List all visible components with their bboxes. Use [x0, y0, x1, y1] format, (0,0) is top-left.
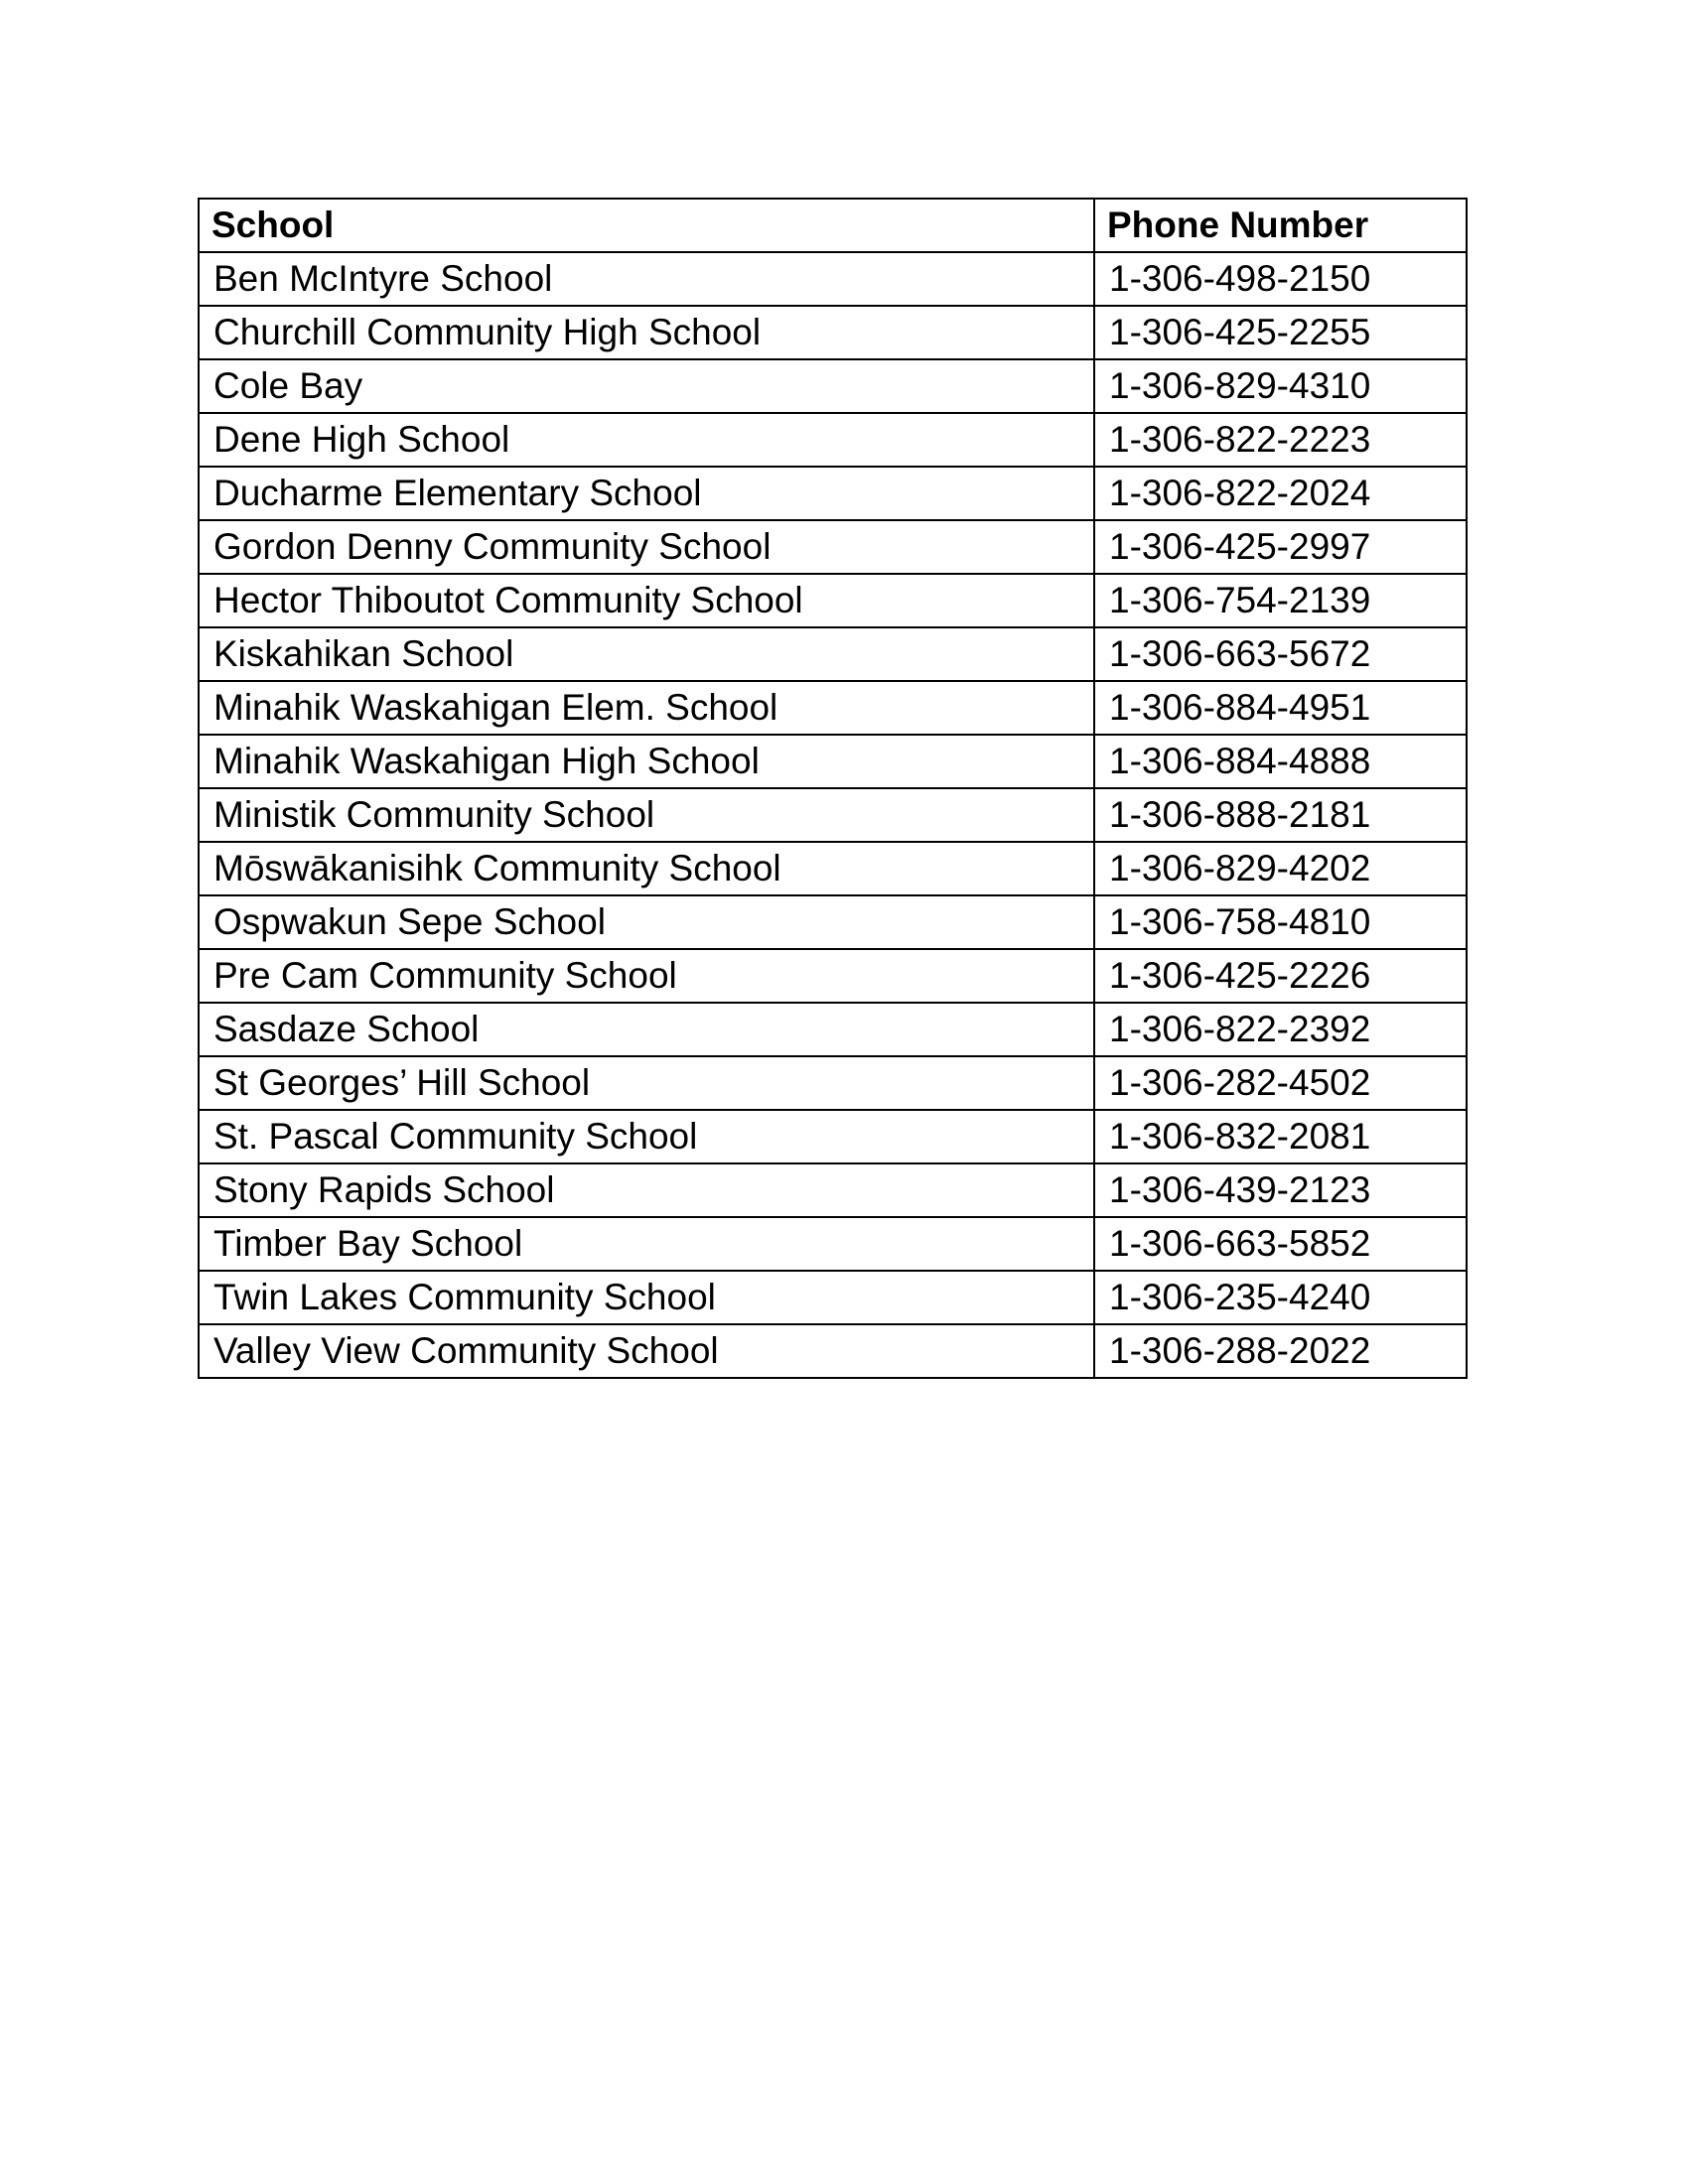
phone-number-cell: 1-306-754-2139 — [1094, 574, 1467, 627]
phone-number-cell: 1-306-822-2223 — [1094, 413, 1467, 467]
phone-number-cell: 1-306-884-4888 — [1094, 735, 1467, 788]
table-row — [199, 359, 1467, 413]
school-name-cell: Ben McIntyre School — [199, 252, 1094, 306]
table-row — [199, 1271, 1467, 1324]
school-name-cell: Pre Cam Community School — [199, 949, 1094, 1003]
phone-number-cell: 1-306-282-4502 — [1094, 1056, 1467, 1110]
table-row — [199, 1003, 1467, 1056]
phone-number-cell: 1-306-288-2022 — [1094, 1324, 1467, 1378]
phone-number-cell: 1-306-829-4310 — [1094, 359, 1467, 413]
school-name-cell: Ministik Community School — [199, 788, 1094, 842]
phone-number-cell: 1-306-832-2081 — [1094, 1110, 1467, 1163]
phone-number-cell: 1-306-822-2024 — [1094, 467, 1467, 520]
school-name-cell: Minahik Waskahigan Elem. School — [199, 681, 1094, 735]
phone-column-header: Phone Number — [1094, 199, 1467, 252]
school-name-cell: Stony Rapids School — [199, 1163, 1094, 1217]
school-name-cell: Timber Bay School — [199, 1217, 1094, 1271]
school-name-cell: Minahik Waskahigan High School — [199, 735, 1094, 788]
phone-number-cell: 1-306-425-2255 — [1094, 306, 1467, 359]
table-row — [199, 681, 1467, 735]
table-row — [199, 1163, 1467, 1217]
school-name-cell: Twin Lakes Community School — [199, 1271, 1094, 1324]
phone-number-cell: 1-306-829-4202 — [1094, 842, 1467, 895]
table-row — [199, 1056, 1467, 1110]
school-name-cell: St. Pascal Community School — [199, 1110, 1094, 1163]
school-name-cell: Sasdaze School — [199, 1003, 1094, 1056]
school-name-cell: Cole Bay — [199, 359, 1094, 413]
phone-number-cell: 1-306-758-4810 — [1094, 895, 1467, 949]
table-row — [199, 1110, 1467, 1163]
table-row — [199, 1324, 1467, 1378]
phone-number-cell: 1-306-888-2181 — [1094, 788, 1467, 842]
school-column-header: School — [199, 199, 1094, 252]
school-name-cell: Gordon Denny Community School — [199, 520, 1094, 574]
table-row — [199, 1217, 1467, 1271]
phone-number-cell: 1-306-884-4951 — [1094, 681, 1467, 735]
table-header — [199, 199, 1467, 252]
table-row — [199, 306, 1467, 359]
table-row — [199, 895, 1467, 949]
table-row — [199, 627, 1467, 681]
table-row — [199, 467, 1467, 520]
table-row — [199, 788, 1467, 842]
table-row — [199, 735, 1467, 788]
phone-number-cell: 1-306-822-2392 — [1094, 1003, 1467, 1056]
table-row — [199, 413, 1467, 467]
school-name-cell: Ducharme Elementary School — [199, 467, 1094, 520]
table-row — [199, 574, 1467, 627]
school-name-cell: Valley View Community School — [199, 1324, 1094, 1378]
table-row — [199, 842, 1467, 895]
phone-number-cell: 1-306-425-2997 — [1094, 520, 1467, 574]
school-name-cell: Kiskahikan School — [199, 627, 1094, 681]
school-name-cell: Ospwakun Sepe School — [199, 895, 1094, 949]
school-name-cell: St Georges’ Hill School — [199, 1056, 1094, 1110]
school-phone-table — [198, 198, 1468, 1379]
header-row — [199, 199, 1467, 252]
phone-number-cell: 1-306-663-5852 — [1094, 1217, 1467, 1271]
table-row — [199, 949, 1467, 1003]
table-row — [199, 252, 1467, 306]
phone-number-cell: 1-306-439-2123 — [1094, 1163, 1467, 1217]
school-name-cell: Churchill Community High School — [199, 306, 1094, 359]
phone-number-cell: 1-306-663-5672 — [1094, 627, 1467, 681]
school-name-cell: Mōswākanisihk Community School — [199, 842, 1094, 895]
school-name-cell: Dene High School — [199, 413, 1094, 467]
phone-number-cell: 1-306-425-2226 — [1094, 949, 1467, 1003]
table-body — [199, 252, 1467, 1378]
phone-number-cell: 1-306-498-2150 — [1094, 252, 1467, 306]
phone-number-cell: 1-306-235-4240 — [1094, 1271, 1467, 1324]
school-name-cell: Hector Thiboutot Community School — [199, 574, 1094, 627]
table-row — [199, 520, 1467, 574]
